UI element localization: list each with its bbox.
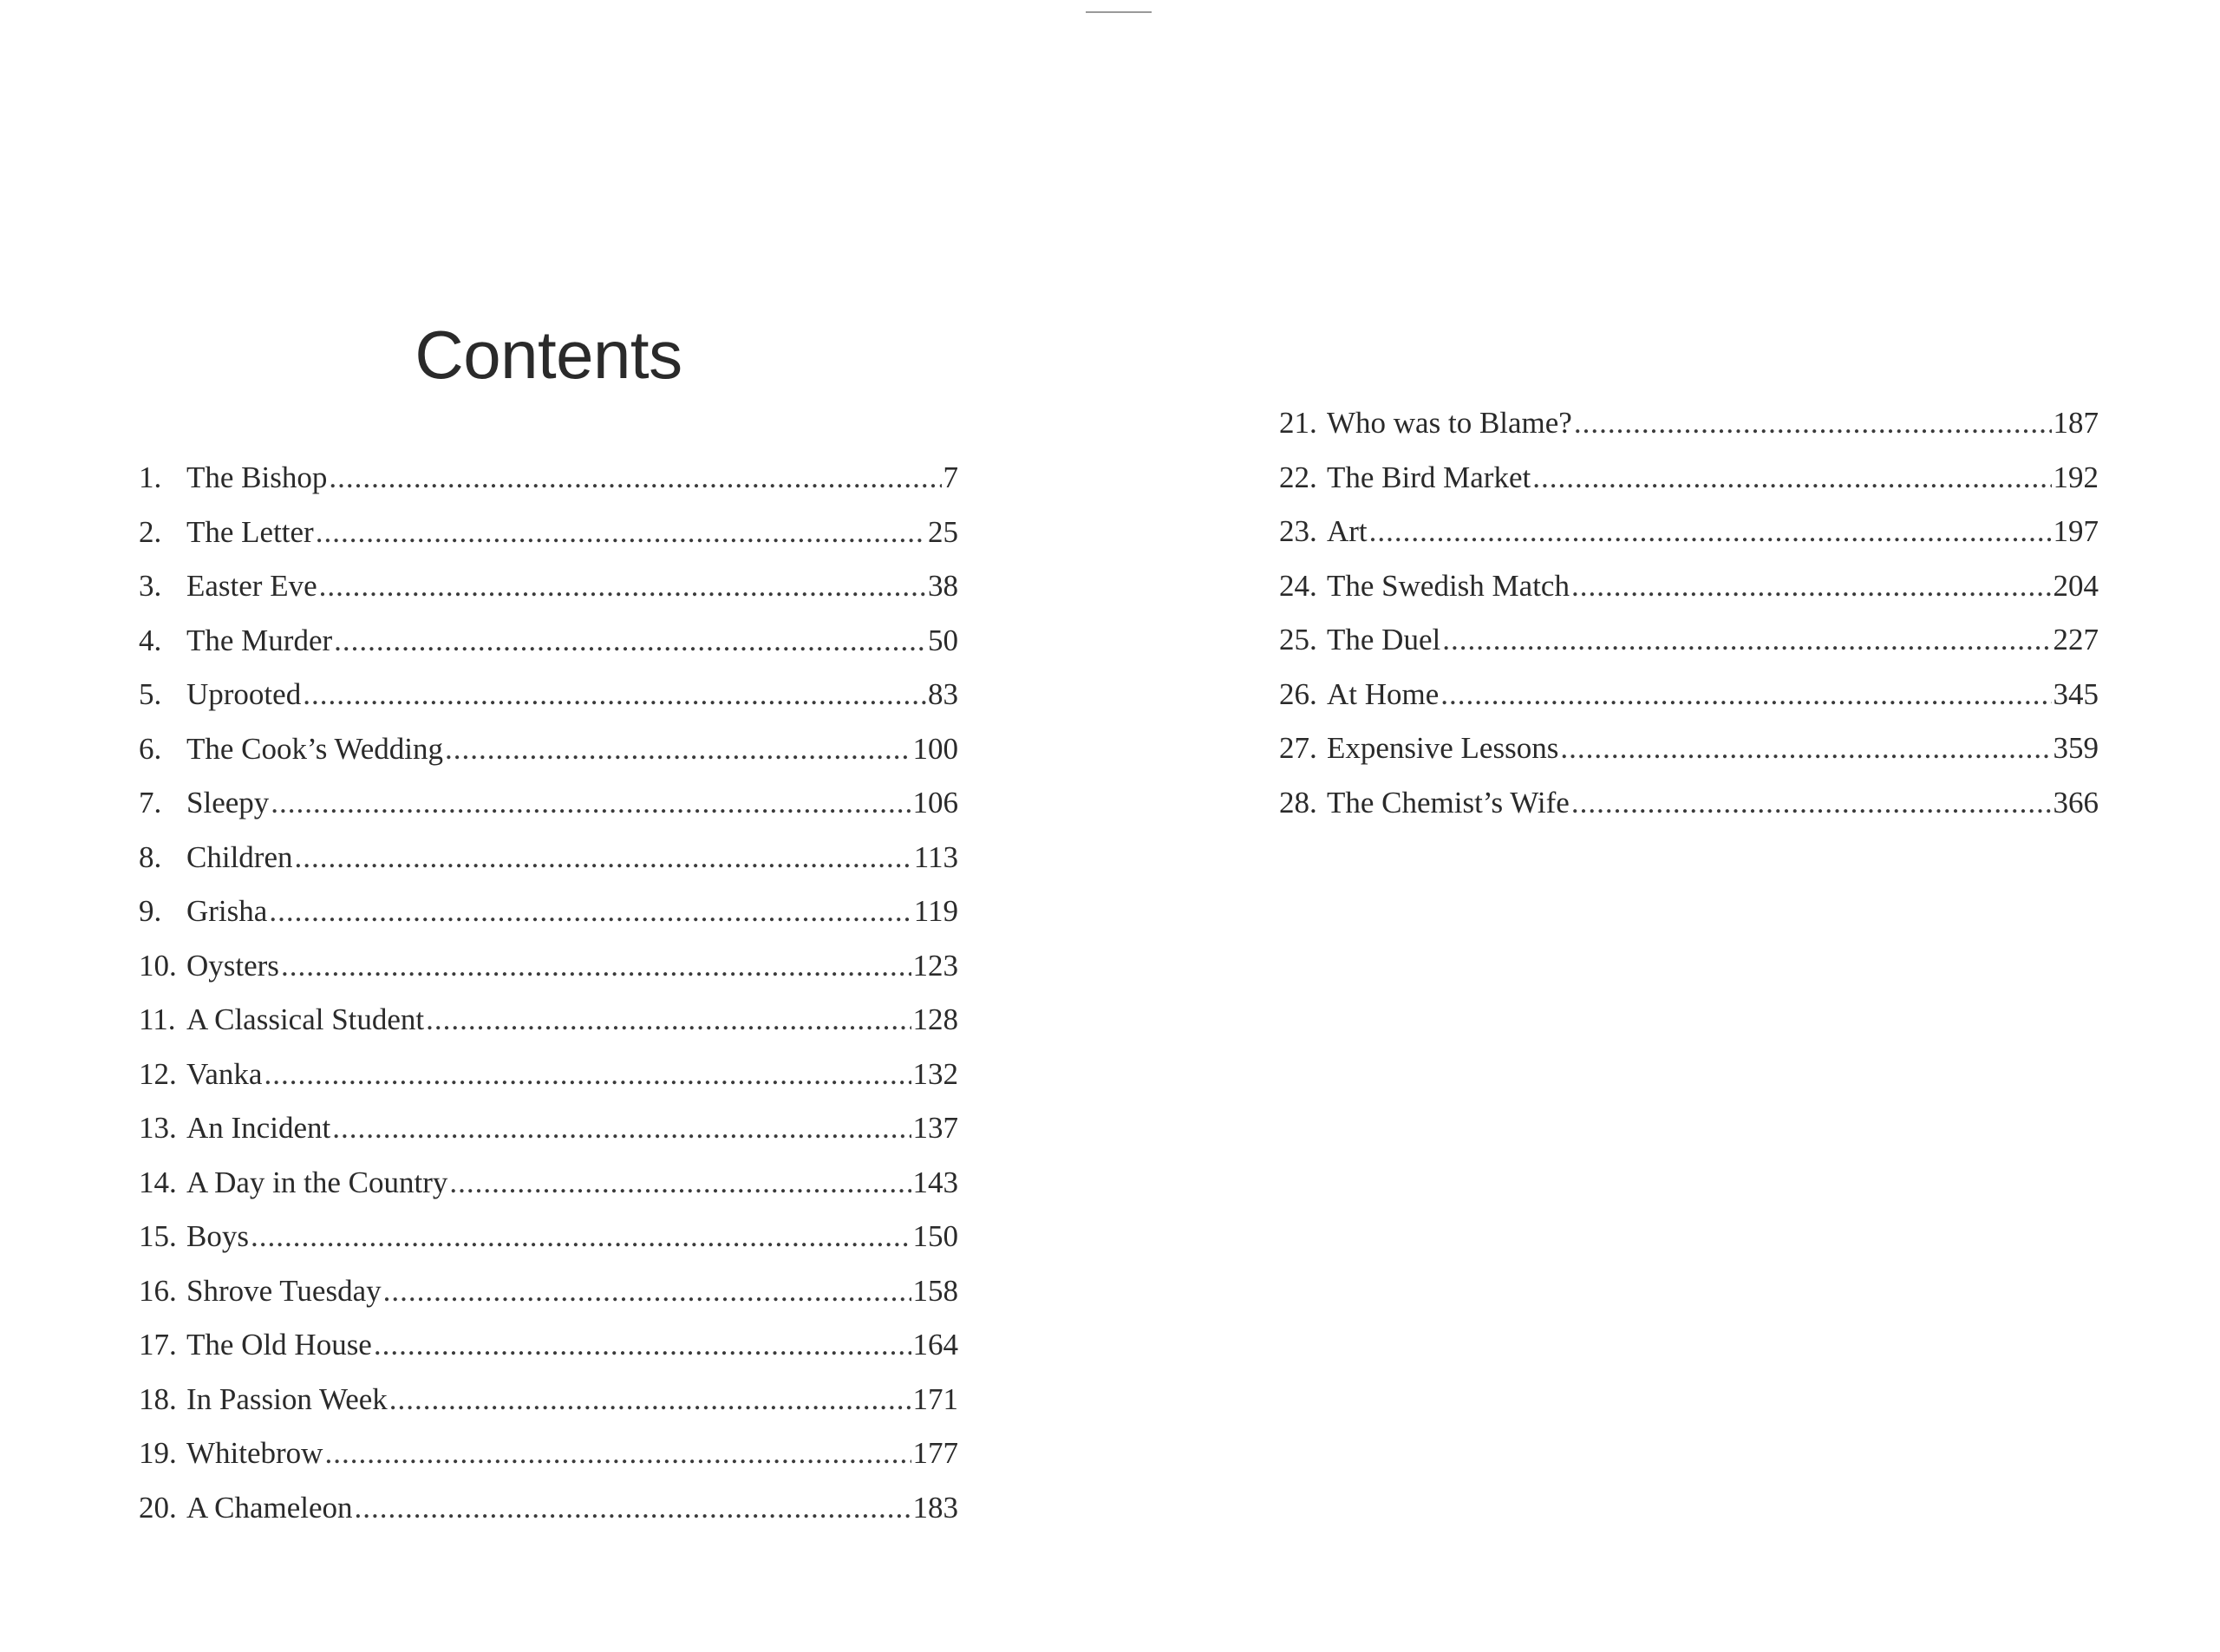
dot-leader (449, 1156, 911, 1211)
toc-entry[interactable] (139, 1210, 958, 1264)
toc-entry-page-number: 150 (912, 1219, 958, 1253)
toc-entry-number: 7. (139, 786, 162, 819)
toc-entry-number: 24. (1279, 568, 1317, 603)
toc-entry-number: 22. (1279, 460, 1317, 494)
toc-entry-page-number: 192 (2053, 460, 2099, 494)
toc-entry-page-number: 128 (912, 1002, 958, 1036)
toc-entry-number: 14. (139, 1165, 177, 1199)
toc-entry[interactable] (1279, 613, 2099, 668)
toc-entry-number: 21. (1279, 406, 1317, 440)
toc-entry-page-number: 50 (928, 623, 958, 657)
toc-entry-page-number: 123 (912, 948, 958, 983)
toc-entry-number: 4. (139, 623, 162, 657)
toc-entry-page-number: 366 (2053, 785, 2099, 819)
toc-entry-page-number: 25 (928, 514, 958, 549)
dot-leader (319, 559, 926, 614)
dot-leader (1571, 776, 2052, 831)
toc-entry-page-number: 345 (2053, 676, 2099, 711)
toc-entry-page-number: 183 (912, 1490, 958, 1525)
toc-entry-page-number: 106 (912, 786, 958, 819)
toc-entry-page-number: 197 (2053, 514, 2099, 548)
toc-entry-title: A Classical Student (186, 1002, 425, 1036)
toc-entry-page-number: 204 (2053, 568, 2099, 603)
toc-entry-page-number: 143 (912, 1165, 958, 1199)
toc-entry-number: 15. (139, 1219, 177, 1253)
dot-leader (324, 1427, 911, 1481)
toc-entry-title: An Incident (186, 1111, 331, 1145)
toc-entry[interactable] (1279, 396, 2099, 451)
toc-entry-title: The Old House (186, 1328, 372, 1361)
dot-leader (251, 1210, 911, 1264)
toc-entry[interactable] (139, 885, 958, 939)
toc-entry-page-number: 359 (2053, 731, 2099, 765)
toc-entry-title: Uprooted (186, 677, 302, 711)
toc-entry-number: 28. (1279, 785, 1317, 819)
toc-entry-number: 25. (1279, 623, 1317, 656)
toc-entry[interactable] (139, 776, 958, 831)
toc-entry-page-number: 83 (928, 677, 958, 711)
toc-entry-number: 9. (139, 894, 162, 928)
toc-entry-number: 16. (139, 1273, 177, 1308)
toc-entry[interactable] (139, 668, 958, 722)
toc-entry[interactable] (139, 1373, 958, 1427)
toc-entry-page-number: 227 (2053, 623, 2099, 656)
toc-entry-number: 23. (1279, 514, 1317, 548)
toc-entry-number: 17. (139, 1328, 177, 1361)
toc-entry-title: Grisha (186, 894, 268, 928)
dot-leader (1560, 722, 2051, 776)
toc-entry-title: A Chameleon (186, 1490, 353, 1525)
toc-entry-page-number: 171 (912, 1381, 958, 1416)
toc-entry-number: 12. (139, 1056, 177, 1091)
toc-entry[interactable] (139, 1318, 958, 1373)
toc-entry[interactable] (1279, 668, 2099, 722)
dot-leader (1571, 559, 2052, 614)
dot-leader (329, 451, 941, 506)
toc-entry[interactable] (1279, 776, 2099, 831)
dot-leader (303, 668, 926, 722)
toc-entry[interactable] (139, 1427, 958, 1481)
toc-entry-title: The Cook’s Wedding (186, 731, 443, 766)
dot-leader (334, 614, 926, 669)
toc-entry[interactable] (139, 939, 958, 994)
toc-entry-title: Who was to Blame? (1327, 406, 1572, 440)
toc-entry-page-number: 177 (912, 1436, 958, 1470)
toc-entry-number: 5. (139, 677, 162, 711)
toc-entry-number: 6. (139, 731, 162, 766)
toc-entry-title: The Letter (186, 514, 314, 549)
toc-entry-title: The Murder (186, 623, 333, 657)
toc-entry-number: 27. (1279, 731, 1317, 765)
toc-entry[interactable] (139, 506, 958, 560)
dot-leader (389, 1373, 911, 1427)
toc-entry-title: Children (186, 839, 293, 874)
dot-leader (1369, 505, 2052, 559)
toc-entry[interactable] (139, 722, 958, 777)
toc-entry-title: In Passion Week (186, 1381, 388, 1416)
toc-entry-number: 2. (139, 514, 162, 549)
toc-entry-page-number: 113 (913, 839, 958, 874)
toc-entry-title: Oysters (186, 948, 279, 983)
dot-leader (332, 1101, 911, 1156)
toc-entry-number: 13. (139, 1111, 177, 1145)
toc-right-column (1279, 396, 2099, 830)
toc-entry-number: 10. (139, 948, 177, 983)
toc-entry-title: The Chemist’s Wife (1327, 785, 1570, 819)
dot-leader (1442, 613, 2051, 668)
toc-entry[interactable] (1279, 559, 2099, 614)
toc-entry[interactable] (139, 831, 958, 885)
toc-entry-number: 20. (139, 1490, 177, 1525)
toc-entry-page-number: 119 (913, 894, 958, 928)
toc-entry-title: Easter Eve (186, 569, 317, 603)
toc-entry[interactable] (139, 1101, 958, 1156)
toc-entry-title: Vanka (186, 1056, 263, 1091)
dot-leader (1532, 451, 2051, 506)
toc-entry-title: The Bishop (186, 460, 328, 494)
toc-entry-page-number: 137 (912, 1111, 958, 1145)
dot-leader (316, 506, 926, 560)
toc-entry-number: 19. (139, 1436, 177, 1470)
page-title: Contents (415, 317, 682, 393)
toc-entry[interactable] (139, 1048, 958, 1102)
dot-leader (1574, 396, 2052, 451)
toc-entry-title: A Day in the Country (186, 1165, 448, 1199)
toc-entry[interactable] (139, 559, 958, 614)
toc-entry-title: Whitebrow (186, 1436, 323, 1470)
toc-entry[interactable] (139, 614, 958, 669)
toc-entry-title: Art (1327, 514, 1368, 548)
toc-entry[interactable] (139, 1481, 958, 1536)
dot-leader (294, 831, 911, 885)
dot-leader (426, 993, 911, 1048)
dot-leader (1440, 668, 2051, 722)
toc-entry-number: 11. (139, 1002, 176, 1036)
toc-entry-page-number: 164 (912, 1328, 958, 1361)
toc-entry-number: 18. (139, 1381, 177, 1416)
toc-entry-title: Sleepy (186, 786, 270, 819)
toc-entry-page-number: 187 (2053, 406, 2099, 440)
toc-entry-title: Expensive Lessons (1327, 731, 1559, 765)
toc-entry-page-number: 132 (912, 1056, 958, 1091)
page-divider-rule (1086, 11, 1152, 13)
dot-leader (355, 1481, 911, 1536)
toc-entry-title: Boys (186, 1219, 249, 1253)
toc-left-column (139, 451, 958, 1535)
toc-entry-page-number: 100 (912, 731, 958, 766)
toc-entry-number: 1. (139, 460, 162, 494)
toc-entry[interactable] (1279, 505, 2099, 559)
toc-entry[interactable] (1279, 722, 2099, 776)
toc-entry[interactable] (139, 993, 958, 1048)
toc-entry[interactable] (1279, 451, 2099, 506)
dot-leader (281, 939, 911, 994)
dot-leader (269, 885, 911, 939)
toc-entry-number: 8. (139, 839, 162, 874)
dot-leader (271, 776, 911, 831)
toc-entry-page-number: 158 (912, 1273, 958, 1308)
toc-entry[interactable] (139, 451, 958, 506)
toc-entry-page-number: 38 (928, 569, 958, 603)
toc-entry[interactable] (139, 1156, 958, 1211)
dot-leader (374, 1318, 911, 1373)
toc-entry-number: 26. (1279, 676, 1317, 711)
toc-entry-title: The Duel (1327, 623, 1441, 656)
dot-leader (445, 722, 911, 777)
toc-entry-number: 3. (139, 569, 162, 603)
toc-entry[interactable] (139, 1264, 958, 1319)
toc-entry-title: The Bird Market (1327, 460, 1531, 494)
dot-leader (383, 1264, 911, 1319)
toc-entry-title: Shrove Tuesday (186, 1273, 382, 1308)
toc-entry-page-number: 7 (943, 460, 958, 494)
toc-entry-title: At Home (1327, 676, 1440, 711)
toc-entry-title: The Swedish Match (1327, 568, 1570, 603)
dot-leader (264, 1048, 911, 1102)
